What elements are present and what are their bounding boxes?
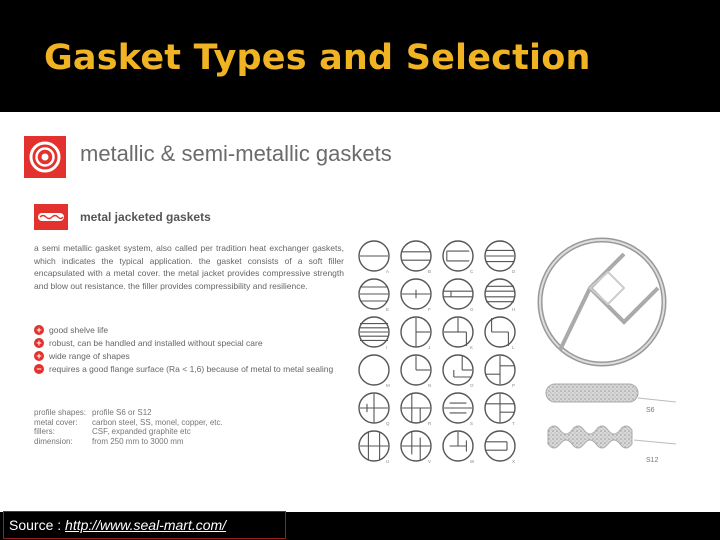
plus-icon: + — [34, 351, 44, 361]
jacketed-gasket-ring-illustration — [532, 232, 672, 372]
shape-letter: H — [512, 307, 516, 312]
gasket-shape — [443, 431, 475, 464]
gasket-shape — [401, 355, 431, 388]
spec-value: from 250 mm to 3000 mm — [92, 436, 184, 446]
plus-icon: + — [34, 338, 44, 348]
subsection-heading: metal jacketed gaskets — [80, 210, 211, 224]
gasket-shape-grid — [354, 236, 534, 470]
spec-key: metal cover: — [34, 417, 78, 427]
description-text: a semi metallic gasket system, also called per tradition heat exchanger gaskets, which indicates the typical application. the gasket consists of a soft filler encapsulated with a metal cover. the metal jacket provides compressive strength and blow out resistance. the filler provides compressibility and resilience. — [34, 243, 344, 291]
shape-letter: Q — [386, 421, 390, 426]
properties-list — [34, 324, 344, 376]
shape-letter: F — [428, 307, 431, 312]
gasket-shape — [401, 279, 431, 312]
gasket-brand-icon — [24, 136, 66, 178]
gasket-shape — [485, 317, 515, 350]
gasket-shape — [401, 241, 431, 274]
property-item — [34, 324, 344, 337]
source-caption — [3, 511, 286, 539]
gasket-shape — [401, 317, 431, 350]
gasket-shape — [401, 431, 431, 464]
profile-section-strips — [544, 378, 680, 468]
gasket-shape — [443, 241, 474, 274]
shape-letter: T — [512, 421, 515, 426]
shape-letter: M — [386, 383, 390, 388]
shape-letter: N — [428, 383, 432, 388]
gasket-shape — [359, 355, 390, 388]
gasket-shape — [359, 393, 390, 426]
shape-letter: S — [470, 421, 474, 426]
gasket-shape — [443, 355, 474, 388]
spec-row — [34, 408, 344, 418]
profile-label-s12: S12 — [646, 457, 659, 464]
shape-letter: O — [470, 383, 474, 388]
shape-letter: L — [512, 345, 515, 350]
specs-table — [34, 408, 344, 446]
slide-title: Gasket Types and Selection — [44, 38, 591, 78]
gasket-shape — [485, 431, 515, 464]
shape-letter: P — [512, 383, 516, 388]
shape-letter: B — [428, 269, 432, 274]
shape-letter: I — [386, 345, 388, 350]
gasket-shape — [359, 241, 389, 274]
spec-key: profile shapes: — [34, 408, 87, 417]
gasket-shape — [485, 241, 516, 274]
spec-row — [34, 418, 344, 428]
property-text: robust, can be handled and installed without special care — [49, 338, 263, 348]
shape-letter: C — [470, 269, 474, 274]
gasket-shape — [359, 279, 389, 312]
property-item — [34, 363, 344, 376]
gasket-shape — [443, 317, 473, 350]
content-image — [0, 112, 720, 512]
spec-key: fillers: — [34, 427, 55, 436]
property-text: requires a good flange surface (Ra < 1,6) because of metal to metal sealing — [49, 364, 334, 374]
shape-letter: E — [386, 307, 390, 312]
shape-letter: A — [386, 269, 390, 274]
gasket-shape — [485, 279, 515, 312]
property-item — [34, 337, 344, 350]
plus-icon: + — [34, 325, 44, 335]
jacketed-gasket-icon — [34, 204, 68, 230]
spec-key: dimension: — [34, 436, 73, 446]
shape-letter: V — [428, 459, 432, 464]
gasket-shape — [443, 393, 473, 426]
spec-row — [34, 427, 344, 437]
spec-row — [34, 437, 344, 447]
shape-letter: J — [428, 345, 431, 350]
gasket-shape — [443, 279, 474, 312]
shape-letter: D — [512, 269, 516, 274]
property-item — [34, 350, 344, 363]
gasket-shape — [359, 317, 389, 350]
spec-value: profile S6 or S12 — [92, 408, 152, 417]
section-heading: metallic & semi-metallic gaskets — [80, 141, 392, 166]
spec-value: CSF, expanded graphite etc — [92, 427, 191, 436]
gasket-shape — [485, 393, 515, 426]
gasket-shape — [359, 431, 389, 464]
source-label: Source : — [9, 517, 62, 533]
shape-letter: R — [428, 421, 432, 426]
profile-label-s6: S6 — [646, 407, 655, 414]
property-text: good shelve life — [49, 325, 109, 335]
shape-letter: K — [470, 345, 474, 350]
property-text: wide range of shapes — [49, 351, 130, 361]
spec-value: carbon steel, SS, monel, copper, etc. — [92, 417, 223, 427]
gasket-shape — [485, 355, 515, 388]
source-link[interactable]: http://www.seal-mart.com/ — [65, 517, 227, 533]
shape-letter: X — [512, 459, 516, 464]
shape-letter: U — [386, 459, 390, 464]
gasket-shape — [401, 393, 432, 426]
minus-icon: − — [34, 364, 44, 374]
shape-letter: W — [470, 459, 475, 464]
shape-letter: G — [470, 307, 474, 312]
